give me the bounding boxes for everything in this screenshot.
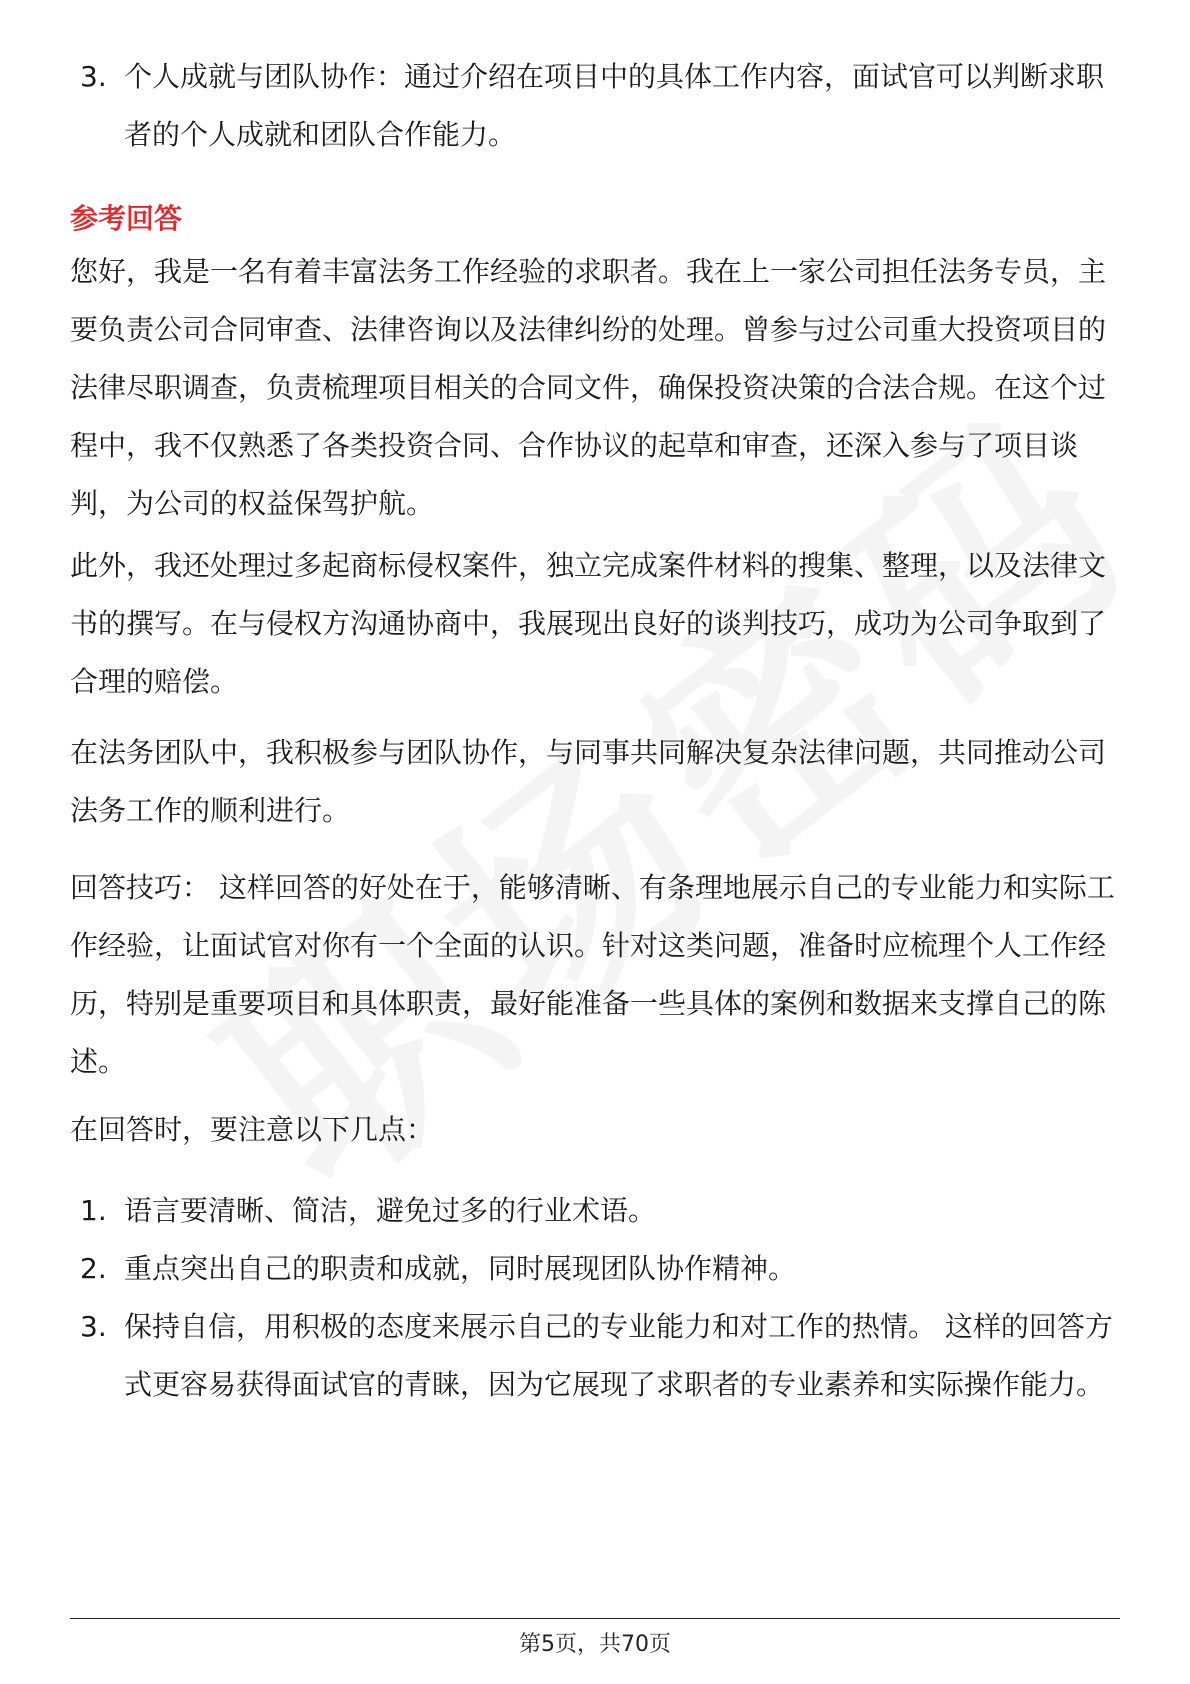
list-item bbox=[70, 48, 1130, 164]
list-item-number: 3. bbox=[80, 60, 107, 93]
list-item-number: 3. bbox=[80, 1310, 107, 1343]
paragraph-tips: 回答技巧： 这样回答的好处在于，能够清晰、有条理地展示自己的专业能力和实际工作经验，让面试官对你有一个全面的认识。针对这类问题，准备时应梳理个人工作经历，特别是重要项目和具体职责，最好能准备一些具体的案例和数据来支撑自己的陈述。 bbox=[70, 871, 1115, 1078]
paragraph-notes-intro: 在回答时，要注意以下几点： bbox=[70, 1113, 435, 1146]
list-item bbox=[70, 1240, 1130, 1298]
list-item-number: 1. bbox=[80, 1194, 107, 1227]
top-numbered-list bbox=[70, 48, 1130, 164]
list-item-text: 保持自信，用积极的态度来展示自己的专业能力和对工作的热情。 这样的回答方式更容易获得面试官的青睐，因为它展现了求职者的专业素养和实际操作能力。 bbox=[124, 1310, 1113, 1401]
answer-heading: 参考回答 bbox=[70, 202, 183, 235]
paragraph-trademark: 此外，我还处理过多起商标侵权案件，独立完成案件材料的搜集、整理，以及法律文书的撰写。在与侵权方沟通协商中，我展现出良好的谈判技巧，成功为公司争取到了合理的赔偿。 bbox=[70, 549, 1107, 698]
list-item-text: 个人成就与团队协作：通过介绍在项目中的具体工作内容，面试官可以判断求职者的个人成就和团队合作能力。 bbox=[124, 60, 1105, 151]
list-item bbox=[70, 1298, 1130, 1414]
paragraph-team: 在法务团队中，我积极参与团队协作，与同事共同解决复杂法律问题，共同推动公司法务工作的顺利进行。 bbox=[70, 736, 1107, 827]
page-number: 第5页，共70页 bbox=[519, 1632, 671, 1657]
footer-divider bbox=[70, 1618, 1120, 1619]
list-item-text: 重点突出自己的职责和成就，同时展现团队协作精神。 bbox=[124, 1252, 797, 1285]
bottom-numbered-list bbox=[70, 1182, 1130, 1414]
list-item-number: 2. bbox=[80, 1252, 107, 1285]
list-item bbox=[70, 1182, 1130, 1240]
list-item-text: 语言要清晰、简洁，避免过多的行业术语。 bbox=[124, 1194, 657, 1227]
paragraph-intro: 您好，我是一名有着丰富法务工作经验的求职者。我在上一家公司担任法务专员，主要负责公司合同审查、法律咨询以及法律纠纷的处理。曾参与过公司重大投资项目的法律尽职调查，负责梳理项目相关的合同文件，确保投资决策的合法合规。在这个过程中，我不仅熟悉了各类投资合同、合作协议的起草和审查，还深入参与了项目谈判，为公司的权益保驾护航。 bbox=[70, 255, 1107, 520]
